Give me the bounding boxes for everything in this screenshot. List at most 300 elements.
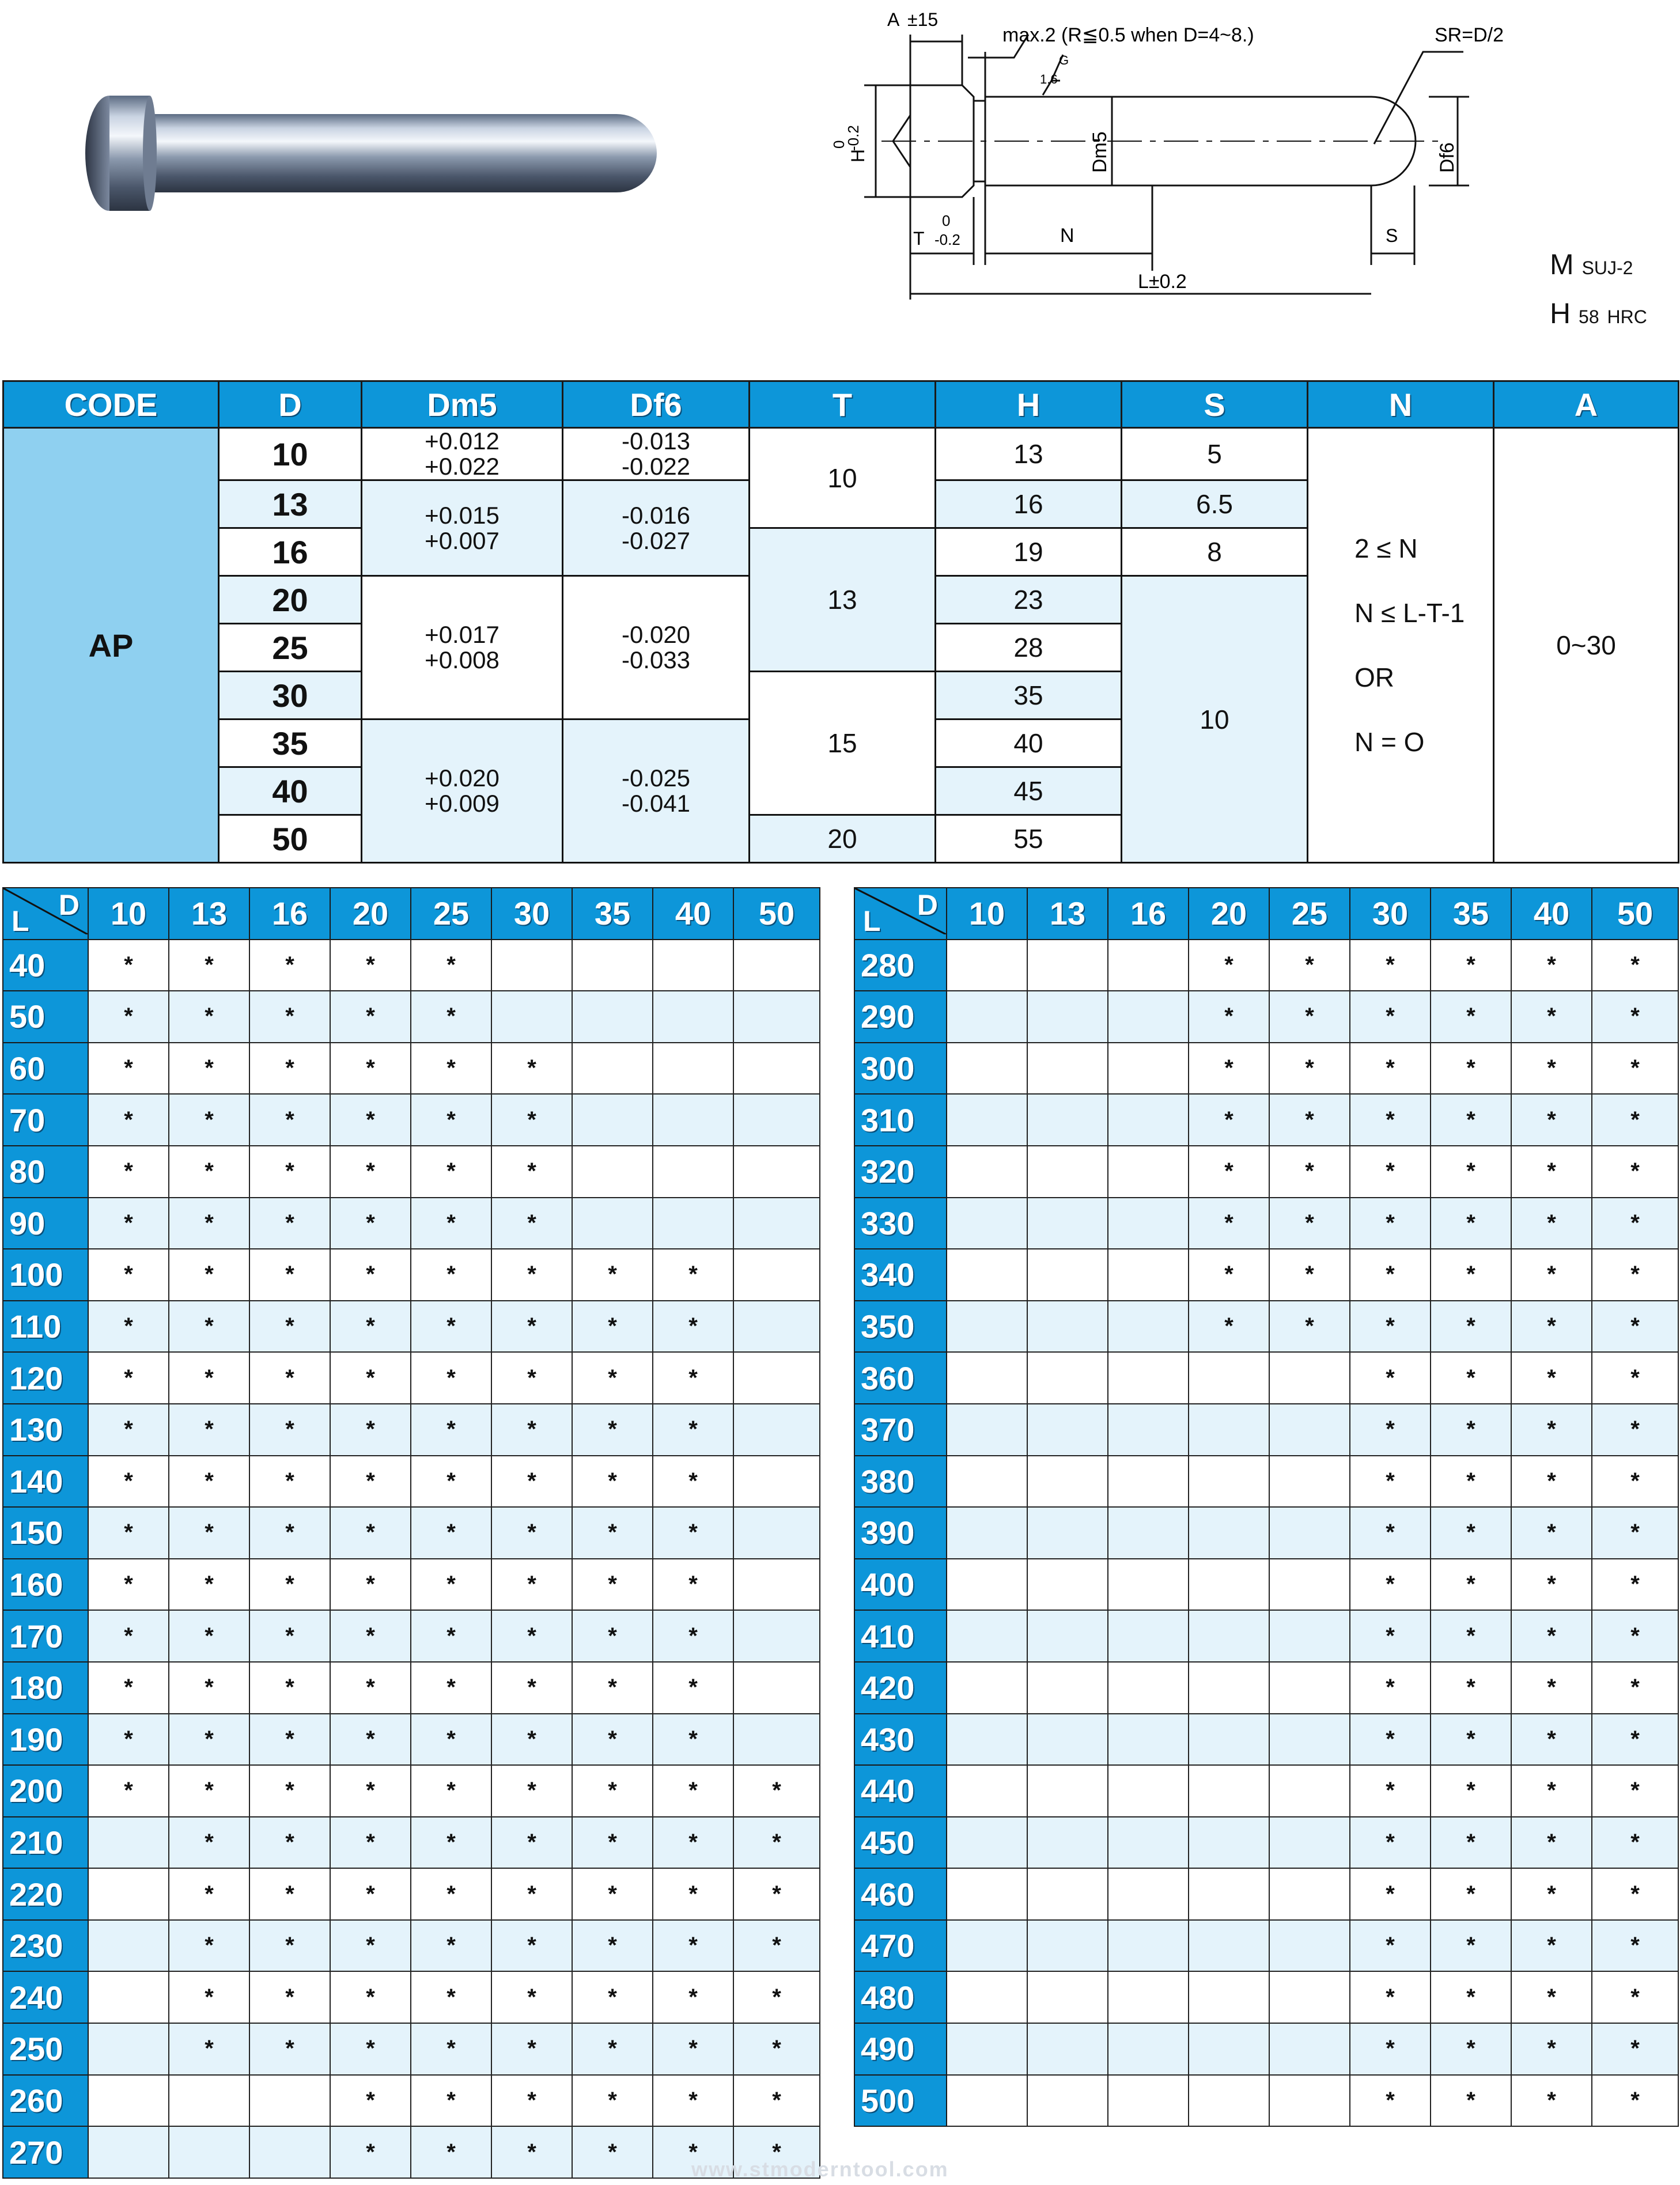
table-row bbox=[3, 1920, 820, 1972]
dm5-tol: +0.015 +0.007 bbox=[362, 480, 563, 576]
availability-cell bbox=[1027, 1456, 1108, 1508]
table-row bbox=[854, 1507, 1678, 1559]
table-row bbox=[854, 1714, 1678, 1766]
n-rule-4: N = O bbox=[1354, 727, 1425, 757]
table-row bbox=[3, 1043, 820, 1095]
table-row bbox=[3, 1868, 820, 1920]
t-label: T bbox=[913, 228, 925, 249]
t-value: 20 bbox=[750, 815, 936, 863]
l-row-header: 40 bbox=[3, 940, 88, 991]
availability-cell: * bbox=[491, 1198, 572, 1249]
availability-cell: * bbox=[249, 1456, 330, 1508]
availability-cell: * bbox=[1592, 1817, 1678, 1869]
availability-cell: * bbox=[330, 1610, 411, 1662]
availability-cell: * bbox=[411, 1714, 491, 1766]
availability-cell: * bbox=[1350, 1507, 1431, 1559]
availability-cell bbox=[1269, 1352, 1350, 1404]
availability-cell: * bbox=[1431, 1920, 1511, 1972]
availability-cell: * bbox=[1511, 1301, 1592, 1353]
availability-cell bbox=[947, 1610, 1027, 1662]
availability-cell: * bbox=[411, 1146, 491, 1198]
availability-cell: * bbox=[1350, 1456, 1431, 1508]
roughness-value: 1.6 bbox=[1040, 72, 1058, 86]
l-row-header: 330 bbox=[854, 1198, 947, 1249]
availability-cell: * bbox=[1511, 940, 1592, 991]
header-d: D bbox=[219, 381, 362, 428]
availability-cell: * bbox=[1511, 1817, 1592, 1869]
availability-cell: * bbox=[491, 1249, 572, 1301]
availability-cell: * bbox=[1431, 1094, 1511, 1146]
availability-cell bbox=[88, 2023, 169, 2075]
availability-cell: * bbox=[411, 991, 491, 1043]
availability-cell: * bbox=[330, 1817, 411, 1869]
d-value: 35 bbox=[219, 720, 362, 767]
availability-cell: * bbox=[1189, 1249, 1269, 1301]
availability-cell: * bbox=[1511, 1662, 1592, 1714]
availability-cell bbox=[947, 1352, 1027, 1404]
availability-cell: * bbox=[411, 1971, 491, 2023]
availability-cell bbox=[1027, 1920, 1108, 1972]
availability-cell: * bbox=[249, 1714, 330, 1766]
table-row bbox=[3, 1301, 820, 1353]
availability-cell: * bbox=[1189, 940, 1269, 991]
l-row-header: 140 bbox=[3, 1456, 88, 1508]
availability-cell: * bbox=[169, 1765, 249, 1817]
availability-cell: * bbox=[1269, 1146, 1350, 1198]
availability-cell: * bbox=[491, 1868, 572, 1920]
availability-cell: * bbox=[1269, 940, 1350, 991]
table-row bbox=[3, 1765, 820, 1817]
availability-cell bbox=[1269, 1920, 1350, 1972]
header-a: A bbox=[1494, 381, 1679, 428]
availability-cell: * bbox=[653, 1610, 733, 1662]
availability-cell bbox=[1108, 1920, 1189, 1972]
d-value: 25 bbox=[219, 624, 362, 672]
availability-cell: * bbox=[330, 1198, 411, 1249]
availability-cell: * bbox=[1350, 1765, 1431, 1817]
availability-cell: * bbox=[1350, 2023, 1431, 2075]
availability-cell: * bbox=[88, 940, 169, 991]
availability-cell: * bbox=[330, 1765, 411, 1817]
hardness-label: H bbox=[1550, 297, 1571, 330]
l-row-header: 360 bbox=[854, 1352, 947, 1404]
availability-cell: * bbox=[330, 1352, 411, 1404]
h-value: 19 bbox=[936, 528, 1122, 576]
availability-cell bbox=[1189, 1714, 1269, 1766]
spec-table bbox=[2, 380, 1679, 864]
availability-cell bbox=[1269, 1456, 1350, 1508]
d-column-header: 40 bbox=[1511, 888, 1592, 940]
spec-header-row bbox=[3, 381, 1679, 428]
header-dm5: Dm5 bbox=[362, 381, 563, 428]
availability-cell: * bbox=[1431, 1507, 1511, 1559]
l-row-header: 200 bbox=[3, 1765, 88, 1817]
availability-cell: * bbox=[249, 1868, 330, 1920]
n-rule-1: 2 ≤ N bbox=[1354, 533, 1418, 563]
availability-cell bbox=[1027, 991, 1108, 1043]
availability-cell: * bbox=[1511, 1971, 1592, 2023]
d-column-header: 30 bbox=[491, 888, 572, 940]
availability-cell bbox=[733, 1198, 820, 1249]
availability-cell bbox=[1108, 1765, 1189, 1817]
l-label: L±0.2 bbox=[1138, 271, 1187, 293]
availability-cell: * bbox=[1511, 1559, 1592, 1611]
l-row-header: 130 bbox=[3, 1404, 88, 1456]
availability-cell: * bbox=[653, 1765, 733, 1817]
availability-cell: * bbox=[653, 1920, 733, 1972]
d-column-header: 10 bbox=[947, 888, 1027, 940]
table-row bbox=[854, 1920, 1678, 1972]
availability-cell: * bbox=[169, 940, 249, 991]
header-h: H bbox=[936, 381, 1122, 428]
availability-cell: * bbox=[1189, 1094, 1269, 1146]
availability-cell bbox=[572, 1094, 653, 1146]
availability-cell: * bbox=[1350, 1249, 1431, 1301]
header-s: S bbox=[1122, 381, 1308, 428]
availability-cell: * bbox=[88, 1404, 169, 1456]
availability-cell: * bbox=[491, 1817, 572, 1869]
h-value: 28 bbox=[936, 624, 1122, 672]
availability-cell: * bbox=[249, 1198, 330, 1249]
d-value: 16 bbox=[219, 528, 362, 576]
material-value: SUJ-2 bbox=[1581, 257, 1633, 278]
availability-cell bbox=[1189, 1920, 1269, 1972]
availability-cell: * bbox=[653, 1249, 733, 1301]
angle-a-label: A bbox=[887, 9, 900, 30]
table-row bbox=[3, 1817, 820, 1869]
l-row-header: 240 bbox=[3, 1971, 88, 2023]
availability-cell bbox=[1189, 1971, 1269, 2023]
availability-cell: * bbox=[249, 1301, 330, 1353]
availability-cell bbox=[1108, 991, 1189, 1043]
availability-cell: * bbox=[1189, 1043, 1269, 1095]
l-row-header: 70 bbox=[3, 1094, 88, 1146]
availability-cell: * bbox=[330, 1404, 411, 1456]
availability-cell bbox=[1027, 1094, 1108, 1146]
table-row bbox=[854, 940, 1678, 991]
availability-cell bbox=[733, 1352, 820, 1404]
availability-cell: * bbox=[1592, 1920, 1678, 1972]
availability-cell: * bbox=[1431, 1198, 1511, 1249]
availability-cell: * bbox=[572, 1249, 653, 1301]
a-value: 0~30 bbox=[1494, 428, 1679, 863]
table-row bbox=[854, 1404, 1678, 1456]
availability-cell: * bbox=[1592, 1352, 1678, 1404]
availability-cell: * bbox=[1592, 1146, 1678, 1198]
table-row bbox=[854, 1249, 1678, 1301]
n-label: N bbox=[1060, 225, 1074, 247]
availability-cell bbox=[733, 1507, 820, 1559]
availability-cell: * bbox=[491, 1456, 572, 1508]
availability-cell: * bbox=[330, 1971, 411, 2023]
availability-cell bbox=[733, 1146, 820, 1198]
d-column-header: 10 bbox=[88, 888, 169, 940]
availability-cell: * bbox=[653, 1301, 733, 1353]
availability-cell: * bbox=[1431, 1352, 1511, 1404]
l-row-header: 340 bbox=[854, 1249, 947, 1301]
availability-cell: * bbox=[1350, 1971, 1431, 2023]
availability-cell bbox=[947, 1146, 1027, 1198]
l-row-header: 380 bbox=[854, 1456, 947, 1508]
availability-cell bbox=[653, 1198, 733, 1249]
availability-cell bbox=[88, 2126, 169, 2178]
availability-cell: * bbox=[1511, 1610, 1592, 1662]
d-value: 20 bbox=[219, 576, 362, 624]
availability-cell: * bbox=[249, 1610, 330, 1662]
availability-cell bbox=[491, 991, 572, 1043]
availability-cell bbox=[947, 1920, 1027, 1972]
availability-cell: * bbox=[88, 1610, 169, 1662]
availability-cell: * bbox=[1592, 1404, 1678, 1456]
availability-cell: * bbox=[1431, 1559, 1511, 1611]
availability-cell bbox=[1189, 1868, 1269, 1920]
availability-cell bbox=[1108, 1868, 1189, 1920]
availability-cell: * bbox=[1592, 1714, 1678, 1766]
df6-tol: -0.025 -0.041 bbox=[563, 720, 750, 863]
t-tol-bot: -0.2 bbox=[934, 231, 960, 248]
df6-tol: -0.013 -0.022 bbox=[563, 428, 750, 480]
availability-cell: * bbox=[411, 1198, 491, 1249]
availability-cell bbox=[947, 1559, 1027, 1611]
dm5-tol: +0.020 +0.009 bbox=[362, 720, 563, 863]
availability-cell: * bbox=[1511, 1146, 1592, 1198]
availability-cell: * bbox=[330, 1456, 411, 1508]
availability-cell bbox=[1108, 1094, 1189, 1146]
availability-cell: * bbox=[249, 1352, 330, 1404]
availability-cell bbox=[249, 2075, 330, 2127]
availability-cell bbox=[1189, 2023, 1269, 2075]
l-row-header: 260 bbox=[3, 2075, 88, 2127]
availability-cell: * bbox=[491, 2023, 572, 2075]
availability-cell bbox=[733, 940, 820, 991]
availability-cell: * bbox=[653, 1559, 733, 1611]
availability-cell: * bbox=[1350, 1714, 1431, 1766]
n-rule-2: N ≤ L-T-1 bbox=[1354, 598, 1465, 628]
availability-cell: * bbox=[491, 2075, 572, 2127]
corner-cell bbox=[3, 888, 88, 940]
availability-cell bbox=[1027, 1765, 1108, 1817]
table-row bbox=[854, 2075, 1678, 2127]
availability-cell bbox=[947, 1507, 1027, 1559]
availability-cell: * bbox=[249, 1043, 330, 1095]
availability-cell: * bbox=[330, 2075, 411, 2127]
availability-cell: * bbox=[1350, 1352, 1431, 1404]
availability-cell: * bbox=[1189, 991, 1269, 1043]
table-row bbox=[3, 1610, 820, 1662]
availability-cell bbox=[1027, 1301, 1108, 1353]
availability-cell: * bbox=[1189, 1198, 1269, 1249]
availability-cell: * bbox=[572, 1868, 653, 1920]
availability-cell: * bbox=[411, 1610, 491, 1662]
availability-cell bbox=[947, 1971, 1027, 2023]
roughness-grade: G bbox=[1059, 53, 1069, 67]
availability-cell bbox=[947, 991, 1027, 1043]
d-value: 13 bbox=[219, 480, 362, 528]
availability-cell bbox=[1027, 1714, 1108, 1766]
d-value: 10 bbox=[219, 428, 362, 480]
availability-cell: * bbox=[1350, 940, 1431, 991]
availability-cell bbox=[1108, 1404, 1189, 1456]
availability-cell: * bbox=[249, 1507, 330, 1559]
availability-cell: * bbox=[330, 1249, 411, 1301]
availability-cell: * bbox=[1592, 1249, 1678, 1301]
s-value: 8 bbox=[1122, 528, 1308, 576]
dm5-tol: +0.017 +0.008 bbox=[362, 576, 563, 720]
availability-cell: * bbox=[330, 1301, 411, 1353]
availability-cell bbox=[88, 1868, 169, 1920]
t-value: 13 bbox=[750, 528, 936, 672]
h-value: 45 bbox=[936, 767, 1122, 815]
d-column-header: 50 bbox=[1592, 888, 1678, 940]
availability-cell bbox=[572, 1043, 653, 1095]
availability-cell: * bbox=[249, 1146, 330, 1198]
availability-cell: * bbox=[411, 2075, 491, 2127]
l-row-header: 190 bbox=[3, 1714, 88, 1766]
availability-cell bbox=[1269, 2075, 1350, 2127]
availability-cell: * bbox=[1592, 2075, 1678, 2127]
header-t: T bbox=[750, 381, 936, 428]
table-row bbox=[854, 1971, 1678, 2023]
availability-cell: * bbox=[411, 940, 491, 991]
availability-cell bbox=[1189, 1610, 1269, 1662]
availability-cell: * bbox=[491, 1971, 572, 2023]
t-value: 10 bbox=[750, 428, 936, 528]
table-row bbox=[3, 1198, 820, 1249]
availability-cell: * bbox=[572, 1456, 653, 1508]
availability-cell bbox=[947, 2075, 1027, 2127]
header-n: N bbox=[1308, 381, 1494, 428]
s-value: 6.5 bbox=[1122, 480, 1308, 528]
table-row bbox=[3, 1714, 820, 1766]
availability-cell: * bbox=[411, 1868, 491, 1920]
availability-cell: * bbox=[1511, 1198, 1592, 1249]
watermark-text: www.stmoderntool.com bbox=[691, 2157, 949, 2181]
availability-cell: * bbox=[1431, 1817, 1511, 1869]
availability-cell: * bbox=[1431, 1301, 1511, 1353]
dm5-tol: +0.012 +0.022 bbox=[362, 428, 563, 480]
availability-cell: * bbox=[1431, 1765, 1511, 1817]
availability-cell: * bbox=[1511, 1456, 1592, 1508]
availability-cell bbox=[572, 1146, 653, 1198]
availability-cell: * bbox=[1511, 1868, 1592, 1920]
availability-cell bbox=[947, 1404, 1027, 1456]
d-column-header: 16 bbox=[249, 888, 330, 940]
availability-cell: * bbox=[411, 2126, 491, 2178]
df6-tol: -0.016 -0.027 bbox=[563, 480, 750, 576]
availability-cell: * bbox=[330, 1662, 411, 1714]
availability-cell: * bbox=[572, 1662, 653, 1714]
header-df6: Df6 bbox=[563, 381, 750, 428]
table-row bbox=[3, 1662, 820, 1714]
availability-cell bbox=[1189, 1765, 1269, 1817]
availability-cell bbox=[1027, 1817, 1108, 1869]
availability-cell bbox=[947, 1662, 1027, 1714]
availability-cell: * bbox=[1350, 1868, 1431, 1920]
availability-cell: * bbox=[1189, 1146, 1269, 1198]
availability-cell bbox=[733, 1249, 820, 1301]
table-row bbox=[854, 1094, 1678, 1146]
availability-cell: * bbox=[491, 1662, 572, 1714]
table-row bbox=[3, 1146, 820, 1198]
l-row-header: 350 bbox=[854, 1301, 947, 1353]
availability-cell bbox=[653, 940, 733, 991]
availability-cell bbox=[733, 1043, 820, 1095]
availability-cell: * bbox=[169, 1714, 249, 1766]
table-row bbox=[3, 1456, 820, 1508]
availability-cell: * bbox=[572, 2075, 653, 2127]
l-axis-label: L bbox=[863, 904, 881, 937]
availability-cell bbox=[1269, 2023, 1350, 2075]
availability-cell bbox=[733, 1559, 820, 1611]
s-value: 10 bbox=[1122, 576, 1308, 863]
availability-cell bbox=[733, 991, 820, 1043]
availability-cell bbox=[1108, 1352, 1189, 1404]
l-row-header: 50 bbox=[3, 991, 88, 1043]
availability-cell: * bbox=[411, 1404, 491, 1456]
availability-cell bbox=[733, 1714, 820, 1766]
availability-cell: * bbox=[169, 1146, 249, 1198]
l-row-header: 110 bbox=[3, 1301, 88, 1353]
material-label: M bbox=[1550, 248, 1574, 281]
availability-cell bbox=[1108, 2023, 1189, 2075]
table-row bbox=[3, 1094, 820, 1146]
availability-cell: * bbox=[733, 1868, 820, 1920]
availability-cell: * bbox=[1350, 1404, 1431, 1456]
availability-cell bbox=[1189, 2075, 1269, 2127]
l-row-header: 290 bbox=[854, 991, 947, 1043]
availability-cell bbox=[1269, 1971, 1350, 2023]
table-row bbox=[854, 1043, 1678, 1095]
h-value: 40 bbox=[936, 720, 1122, 767]
d-column-header: 13 bbox=[169, 888, 249, 940]
availability-cell bbox=[1189, 1559, 1269, 1611]
l-row-header: 470 bbox=[854, 1920, 947, 1972]
availability-cell: * bbox=[1511, 2075, 1592, 2127]
availability-cell bbox=[1027, 1404, 1108, 1456]
table-row bbox=[3, 1507, 820, 1559]
l-row-header: 180 bbox=[3, 1662, 88, 1714]
l-row-header: 150 bbox=[3, 1507, 88, 1559]
availability-cell bbox=[1027, 1249, 1108, 1301]
availability-cell: * bbox=[88, 1559, 169, 1611]
t-tol-top: 0 bbox=[942, 212, 951, 229]
h-value: 35 bbox=[936, 672, 1122, 720]
availability-cell bbox=[1027, 940, 1108, 991]
hardness-value: 58 bbox=[1579, 306, 1599, 327]
l-row-header: 410 bbox=[854, 1610, 947, 1662]
h-label: H bbox=[847, 149, 868, 162]
availability-cell: * bbox=[88, 1662, 169, 1714]
availability-cell: * bbox=[88, 1301, 169, 1353]
availability-cell bbox=[947, 1249, 1027, 1301]
availability-cell: * bbox=[249, 1765, 330, 1817]
availability-cell bbox=[947, 1094, 1027, 1146]
d-axis-label: D bbox=[58, 889, 80, 921]
l-row-header: 170 bbox=[3, 1610, 88, 1662]
availability-cell: * bbox=[491, 1094, 572, 1146]
availability-cell: * bbox=[169, 1094, 249, 1146]
l-row-header: 390 bbox=[854, 1507, 947, 1559]
availability-cell: * bbox=[1592, 1301, 1678, 1353]
availability-cell bbox=[947, 1765, 1027, 1817]
availability-cell: * bbox=[249, 1249, 330, 1301]
availability-cell: * bbox=[733, 1971, 820, 2023]
t-value: 15 bbox=[750, 672, 936, 815]
availability-cell: * bbox=[1592, 1198, 1678, 1249]
availability-cell bbox=[653, 1043, 733, 1095]
availability-cell bbox=[1269, 1404, 1350, 1456]
l-row-header: 280 bbox=[854, 940, 947, 991]
